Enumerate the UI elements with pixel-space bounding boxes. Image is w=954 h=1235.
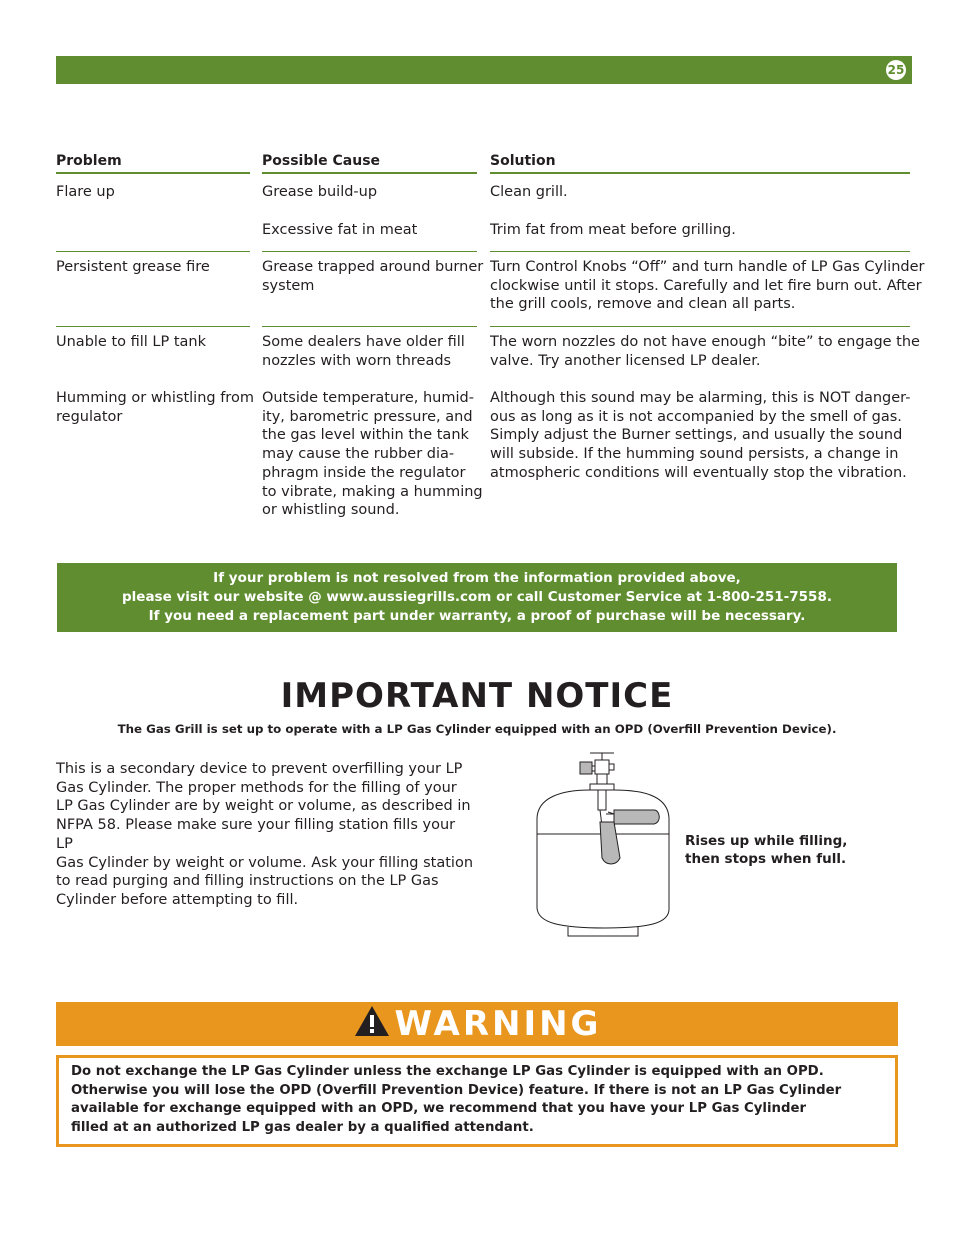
warning-line: available for exchange equipped with an OPD, we recommend that you have your LP Gas Cylinder (71, 1101, 807, 1116)
column-header-cause: Possible Cause (262, 153, 381, 169)
column-header-solution: Solution (490, 153, 556, 169)
cause-cell: Some dealers have older fill nozzles with worn threads (262, 334, 465, 369)
notice-subtitle: The Gas Grill is set up to operate with a LP Gas Cylinder equipped with an OPD (Overfill Prevention Device). (117, 722, 837, 736)
warning-line: Otherwise you will lose the OPD (Overfill Prevention Device) feature. If there is not an LP Gas Cylinder (71, 1082, 842, 1098)
solution-cell: Although this sound may be alarming, this is NOT danger- ous as long as it is not accompanied by the smell of gas. Simply adjust the Burner settings, and usually the sound will subside. If the humming sound persists, a change in atmospheric conditions will eventually stop the vibration. (490, 390, 911, 481)
row-divider (262, 326, 477, 327)
solution-cell: Trim fat from meat before grilling. (490, 222, 736, 238)
column-header-problem: Problem (56, 153, 122, 169)
help-line: please visit our website @ www.aussiegrills.com or call Customer Service at 1-800-251-7558. (122, 589, 832, 605)
header-rule (262, 172, 477, 174)
help-line: If your problem is not resolved from the information provided above, (213, 570, 741, 586)
solution-cell: Clean grill. (490, 184, 568, 200)
cause-cell: Excessive fat in meat (262, 222, 418, 238)
problem-cell: Humming or whistling from regulator (56, 390, 254, 425)
customer-service-box (57, 563, 897, 632)
warning-banner (56, 1002, 898, 1046)
problem-cell: Flare up (56, 184, 115, 200)
solution-cell: The worn nozzles do not have enough “bite” to engage the valve. Try another licensed LP dealer. (490, 334, 920, 369)
cause-cell: Grease trapped around burner system (262, 259, 484, 294)
cause-cell: Outside temperature, humid- ity, barometric pressure, and the gas level within the tank may cause the rubber dia- phragm inside the regulator to vibrate, making a humming or whistling sound. (262, 390, 483, 519)
page-number: 25 (886, 60, 906, 80)
cause-cell: Grease build-up (262, 184, 378, 200)
lp-gas-cylinder-opd-illustration (530, 748, 680, 940)
row-divider (56, 251, 250, 252)
warning-text-box (56, 1055, 898, 1147)
warning-triangle-icon (353, 1004, 391, 1038)
float-callout: Rises up while filling, then stops when full. (685, 833, 848, 867)
problem-cell: Persistent grease fire (56, 259, 210, 275)
warning-label: WARNING (394, 1004, 602, 1044)
header-rule (490, 172, 910, 174)
row-divider (56, 326, 250, 327)
header-bar (56, 56, 912, 84)
warning-title (56, 1004, 898, 1044)
solution-cell: Turn Control Knobs “Off” and turn handle of LP Gas Cylinder clockwise until it stops. Carefully and let fire burn out. After the grill cools, remove and clean all parts. (490, 259, 925, 313)
row-divider (490, 326, 910, 327)
problem-cell: Unable to fill LP tank (56, 334, 207, 350)
row-divider (262, 251, 477, 252)
warning-line: Do not exchange the LP Gas Cylinder unless the exchange LP Gas Cylinder is equipped with an OPD. (71, 1064, 824, 1079)
warning-line: filled at an authorized LP gas dealer by a qualified attendant. (71, 1119, 534, 1135)
notice-body: This is a secondary device to prevent overfilling your LP Gas Cylinder. The proper methods for the filling of your LP Gas Cylinder are by weight or volume, as described in NFPA 58. Please make sure your filling station fills your LP Gas Cylinder by weight or volume. Ask your filling station to read purging and filling instructions on the LP Gas Cylinder before attempting to fill. (56, 761, 474, 908)
row-divider (490, 251, 910, 252)
help-line: If you need a replacement part under warranty, a proof of purchase will be necessary. (148, 608, 806, 624)
notice-title: IMPORTANT NOTICE (280, 676, 674, 716)
header-rule (56, 172, 250, 174)
